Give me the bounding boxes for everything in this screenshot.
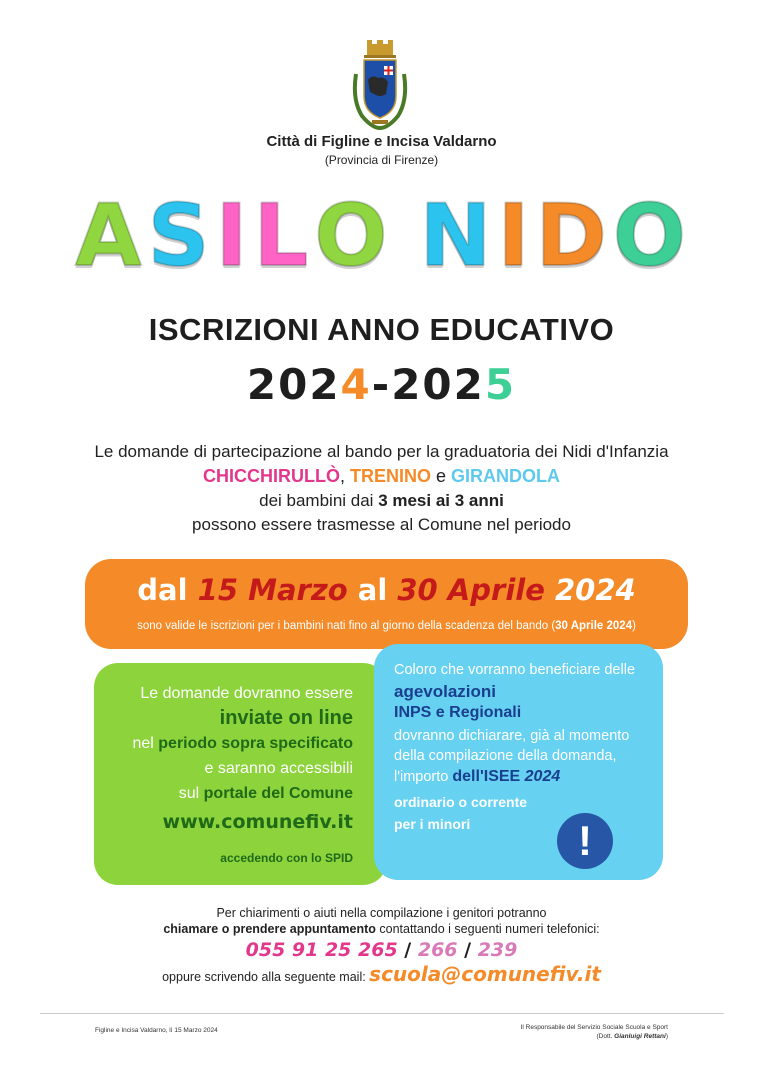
phone-alt[interactable]: 266 [417, 939, 458, 961]
banner-note [85, 620, 688, 632]
green-line: nel periodo sopra specificato [132, 735, 353, 752]
start-date: 15 Marzo [197, 573, 348, 607]
contact-line: chiamare o prendere appuntamento contattando i seguenti numeri telefonici: [163, 922, 600, 936]
school-year [0, 360, 763, 409]
note-text: ) [632, 620, 636, 632]
blue-line: Coloro che vorranno beneficiare delle [394, 662, 636, 678]
subtitle: ISCRIZIONI ANNO EDUCATIVO [148, 312, 615, 347]
online-instruction: inviate on line [219, 707, 353, 729]
signature-name: Gianluigi Rettani [614, 1033, 666, 1040]
age-range: 3 mesi ai 3 anni [378, 491, 504, 510]
title-letter: N [419, 186, 494, 286]
dates-text: al [347, 573, 398, 607]
benefits-title: agevolazioni [394, 682, 497, 701]
footer-date: Figline e Incisa Valdarno, lì 15 Marzo 2024 [95, 1027, 218, 1034]
nursery-girandola: GIRANDOLA [451, 466, 561, 486]
title-letter: O [612, 186, 688, 286]
signature-role: Il Responsabile del Servizio Sociale Scuola e Sport [520, 1024, 668, 1031]
email-line [0, 962, 763, 986]
age-range-line [0, 491, 763, 511]
note-text: sono valide le iscrizioni per i bambini nati fino al giorno della scadenza del bando ( [137, 620, 556, 632]
title-letter: S [147, 186, 212, 286]
footer-signature: Il Responsabile del Servizio Sociale Scuola e Sport (Dott. Gianluigi Rettani) [520, 1024, 668, 1040]
province-name: (Provincia di Firenze) [324, 153, 439, 167]
blue-line: ordinario o corrente [394, 794, 528, 810]
page-title [0, 186, 763, 286]
crown-icon [364, 40, 396, 58]
title-letter: D [535, 186, 609, 286]
phone-main[interactable]: 055 91 25 265 [245, 939, 398, 961]
phone-numbers: 055 91 25 265 / 266 / 239 [245, 939, 518, 961]
email-label: oppure scrivendo alla seguente mail: [162, 970, 370, 984]
blue-line: l'importo dell'ISEE 2024 [394, 768, 561, 785]
nursery-trenino: TRENINO [350, 466, 431, 486]
dates-year: 2024 [544, 573, 636, 607]
nursery-names [0, 466, 763, 487]
year-part-highlight: 4 [340, 360, 372, 409]
enrollment-dates [85, 573, 688, 607]
title-letter: A [75, 186, 144, 286]
title-letter: I [215, 186, 250, 286]
nursery-chicchirullo: CHICCHIRULLÒ [202, 466, 340, 486]
green-line: e saranno accessibili [204, 760, 353, 777]
benefits-subtitle: INPS e Regionali [394, 704, 522, 721]
end-date: 30 Aprile [397, 573, 545, 607]
title-letter: L [253, 186, 311, 286]
blue-line: dovranno dichiarare, già al momento [394, 728, 630, 744]
exclamation-icon: ! [557, 813, 613, 869]
blue-line: per i minori [394, 816, 471, 832]
year-part: -202 [371, 360, 485, 409]
contact-line: Per chiarimenti o aiuti nella compilazione i genitori potranno [216, 906, 547, 920]
age-text: dei bambini dai [259, 491, 379, 510]
website-link[interactable]: www.comunefiv.it [162, 811, 353, 833]
deadline: 30 Aprile 2024 [555, 620, 633, 632]
footer-divider [40, 1013, 724, 1014]
year-part: 202 [246, 360, 341, 409]
separator: e [431, 466, 452, 486]
intro-line: possono essere trasmesse al Comune nel periodo [192, 515, 571, 534]
year-part-highlight: 5 [484, 360, 517, 409]
intro-line: Le domande di partecipazione al bando per la graduatoria dei Nidi d'Infanzia [94, 442, 669, 461]
phone-alt[interactable]: 239 [477, 939, 518, 961]
online-application-box [94, 663, 387, 885]
green-line: sul portale del Comune [178, 785, 353, 802]
dates-text: dal [137, 573, 198, 607]
spid-note: accedendo con lo SPID [220, 851, 353, 865]
enrollment-period-banner [85, 559, 688, 649]
title-letter: O [314, 186, 390, 286]
title-letter: I [497, 186, 532, 286]
email-link[interactable]: scuola@comunefiv.it [369, 962, 601, 986]
blue-line: della compilazione della domanda, [394, 748, 617, 764]
isee-info-box [374, 644, 663, 880]
city-coat-of-arms [350, 40, 410, 132]
separator: , [339, 466, 350, 486]
city-name: Città di Figline e Incisa Valdarno [266, 133, 497, 150]
green-line: Le domande dovranno essere [140, 685, 353, 702]
